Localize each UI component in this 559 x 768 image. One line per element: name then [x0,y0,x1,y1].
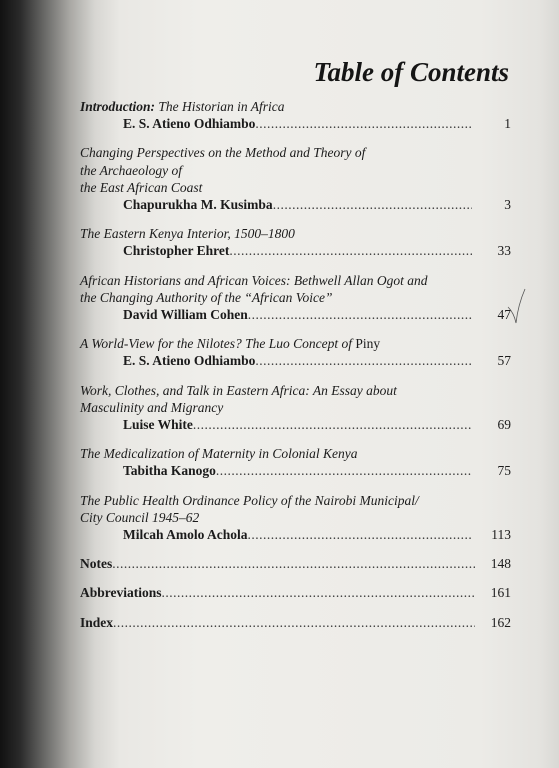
leader-dots [255,352,472,369]
leader-dots [273,196,472,213]
leader-dots [255,115,472,132]
leader-dots [248,526,473,543]
entry-heading-line: Changing Perspectives on the Method and Theory of [80,145,366,161]
toc-entry [80,335,511,369]
author-line [80,115,511,132]
author-line [80,196,511,213]
page-number: 148 [490,556,511,572]
entry-heading-line: Masculinity and Migrancy [80,399,224,415]
toc-entry [80,225,511,259]
toc-entry [80,272,511,324]
toc-entry [80,382,511,434]
author-line [80,462,511,479]
entry-heading [80,335,511,352]
leader-dots [193,416,472,433]
author-line [80,526,511,543]
author-line [80,352,511,369]
back-matter-notes [80,555,511,572]
leader-dots [113,614,475,631]
leader-dots [162,584,475,601]
page-number: 1 [504,116,511,132]
entry-heading-line: The Public Health Ordinance Policy of the Nairobi Municipal/ [80,492,419,508]
author-name: E. S. Atieno Odhiambo [123,353,256,369]
back-matter-label: Abbreviations [80,585,162,601]
entry-heading-line: the Archaeology of [80,162,182,178]
author-name: Christopher Ehret [123,243,230,259]
leader-dots [248,306,472,323]
author-name: Tabitha Kanogo [123,463,216,479]
author-line [80,306,511,323]
author-name: Chapurukha M. Kusimba [123,197,273,213]
toc-entry [80,492,511,544]
back-matter-abbreviations [80,584,511,601]
leader-dots [216,462,472,479]
page-number: 162 [490,614,511,630]
entry-heading-line: Work, Clothes, and Talk in Eastern Africa: An Essay about [80,382,397,398]
leader-dots [229,242,472,259]
toc-entry [80,144,511,213]
page-number: 3 [504,197,511,213]
table-of-contents [80,98,511,643]
toc-entry [80,445,511,479]
heading-italic-part: A World-View for the Nilotes? The Luo Concept of [80,336,356,352]
back-matter-index [80,614,511,631]
heading-rest: The Historian in Africa [155,99,285,114]
author-line [80,416,511,433]
page-number: 57 [497,353,511,369]
page-number: 33 [497,243,511,259]
entry-heading [80,98,511,115]
page-number: 47 [497,307,511,323]
entry-heading-line: The Medicalization of Maternity in Colonial Kenya [80,446,358,462]
back-matter-label: Index [80,614,114,630]
pencil-mark [506,285,526,325]
page-number: 113 [491,527,511,543]
author-name: David William Cohen [123,307,248,323]
back-matter-label: Notes [80,556,113,572]
entry-heading-line: The Eastern Kenya Interior, 1500–1800 [80,226,295,242]
entry-heading-line: City Council 1945–62 [80,509,200,525]
page-number: 69 [497,417,511,433]
author-name: Milcah Amolo Achola [123,527,248,543]
author-line [80,242,511,259]
author-name: Luise White [123,417,193,433]
entry-heading-line: African Historians and African Voices: Bethwell Allan Ogot and [80,272,428,288]
page-number: 75 [497,463,511,479]
page-number: 161 [490,585,511,601]
author-name: E. S. Atieno Odhiambo [123,116,256,132]
heading-bold-part: Introduction: [80,99,156,114]
entry-heading-line: the Changing Authority of the “African Voice” [80,289,333,305]
leader-dots [112,555,475,572]
page-title: Table of Contents [313,57,509,87]
toc-entry [80,98,511,132]
entry-heading-line: the East African Coast [80,179,203,195]
heading-upright-part: Piny [355,336,381,352]
